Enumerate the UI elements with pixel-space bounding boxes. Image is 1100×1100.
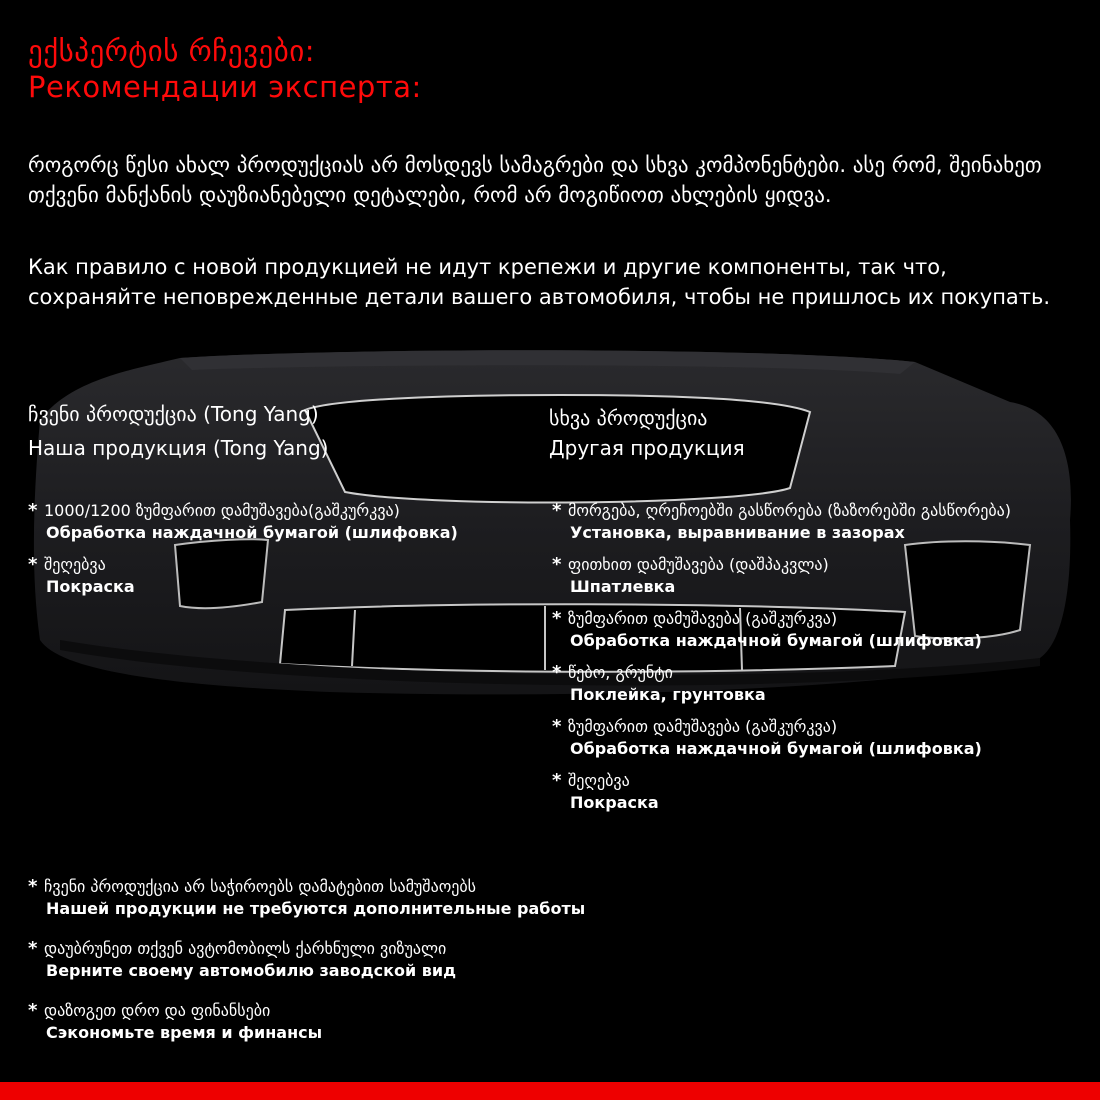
other-step	[552, 608, 1011, 652]
bullet-star: *	[552, 608, 562, 629]
other-step	[552, 770, 1011, 814]
benefit-item	[28, 1000, 585, 1044]
step-georgian: წებო, გრუნტი	[568, 663, 673, 682]
step-russian: Покраска	[46, 577, 135, 596]
step-russian: Поклейка, грунтовка	[570, 685, 766, 704]
benefit-russian: Сэкономьте время и финансы	[46, 1023, 323, 1042]
bullet-star: *	[552, 554, 562, 575]
benefit-item	[28, 876, 585, 920]
other-step	[552, 500, 1011, 544]
bullet-star: *	[552, 500, 562, 521]
benefit-russian: Верните своему автомобилю заводской вид	[46, 961, 456, 980]
step-russian: Обработка наждачной бумагой (шлифовка)	[570, 739, 982, 758]
other-product-heading-georgian: სხვა პროდუქცია	[549, 406, 708, 430]
step-georgian: შეღებვა	[44, 555, 106, 574]
accent-footer-bar	[0, 1082, 1100, 1100]
step-russian: Шпатлевка	[570, 577, 676, 596]
our-product-steps	[28, 500, 458, 608]
benefit-georgian: ჩვენი პროდუქცია არ საჭიროებს დამატებით სამუშაოებს	[44, 877, 477, 896]
other-product-steps	[552, 500, 1011, 824]
our-product-heading-russian: Наша продукция (Tong Yang)	[28, 436, 329, 460]
bullet-star: *	[552, 770, 562, 791]
intro-georgian: როგორც წესი ახალ პროდუქციას არ მოსდევს სამაგრები და სხვა კომპონენტები. ასე რომ, შეინახეთ თქვენი მანქანის დაუზიანებელი დეტალები, რომ არ მოგიწიოთ ახლების ყიდვა.	[28, 153, 1042, 207]
other-step	[552, 554, 1011, 598]
intro-russian: Как правило с новой продукцией не идут крепежи и другие компоненты, так что, сохраняйте неповрежденные детали вашего автомобиля, чтобы не пришлось их покупать.	[28, 255, 1051, 309]
bullet-star: *	[28, 938, 38, 959]
benefit-georgian: დაზოგეთ დრო და ფინანსები	[44, 1001, 271, 1020]
bullet-star: *	[28, 554, 38, 575]
step-georgian: ზუმფარით დამუშავება (გაშკურკვა)	[568, 717, 838, 736]
step-georgian: ფითხით დამუშავება (დაშპაკვლა)	[568, 555, 829, 574]
other-step	[552, 662, 1011, 706]
other-product-heading-russian: Другая продукция	[549, 436, 745, 460]
step-russian: Обработка наждачной бумагой (шлифовка)	[46, 523, 458, 542]
step-russian: Установка, выравнивание в зазорах	[570, 523, 905, 542]
benefits-list	[28, 876, 585, 1062]
our-step	[28, 500, 458, 544]
step-russian: Обработка наждачной бумагой (шлифовка)	[570, 631, 982, 650]
step-georgian: მორგება, ღრეჩოებში გასწორება (ზაზორებში გასწორება)	[568, 501, 1011, 520]
title-georgian: ექსპერტის რჩევები:	[28, 34, 315, 68]
step-georgian: შეღებვა	[568, 771, 630, 790]
benefit-georgian: დაუბრუნეთ თქვენ ავტომობილს ქარხნული ვიზუალი	[44, 939, 447, 958]
bullet-star: *	[552, 716, 562, 737]
bullet-star: *	[28, 500, 38, 521]
bullet-star: *	[28, 1000, 38, 1021]
step-russian: Покраска	[570, 793, 659, 812]
our-step	[28, 554, 458, 598]
other-step	[552, 716, 1011, 760]
bullet-star: *	[552, 662, 562, 683]
step-georgian: ზუმფარით დამუშავება (გაშკურკვა)	[568, 609, 838, 628]
bullet-star: *	[28, 876, 38, 897]
benefit-item	[28, 938, 585, 982]
step-georgian: 1000/1200 ზუმფარით დამუშავება(გაშკურკვა)	[44, 501, 400, 520]
our-product-heading-georgian: ჩვენი პროდუქცია (Tong Yang)	[28, 402, 319, 426]
title-russian: Рекомендации эксперта:	[28, 70, 422, 104]
benefit-russian: Нашей продукции не требуются дополнительные работы	[46, 899, 586, 918]
